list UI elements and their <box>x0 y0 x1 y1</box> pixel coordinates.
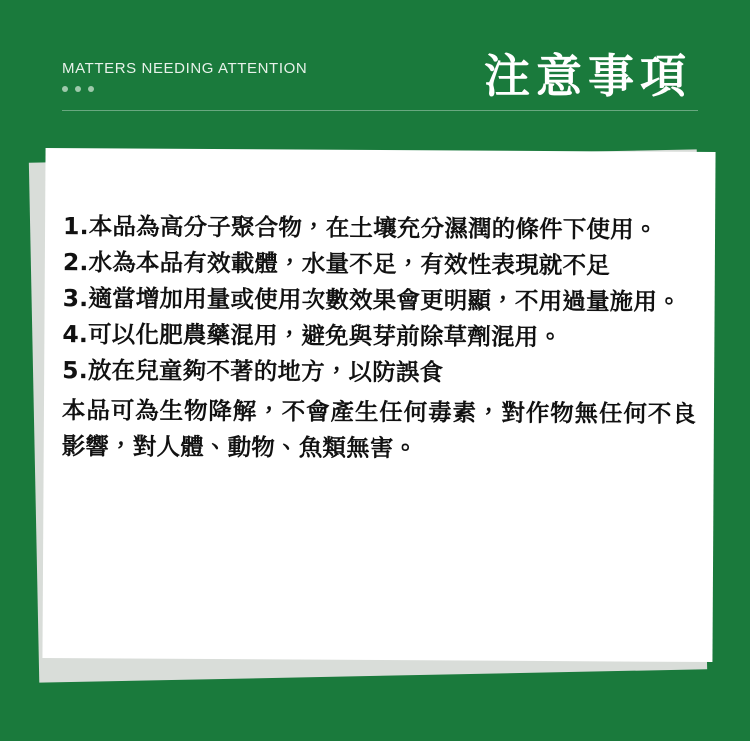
list-item: 3.適當增加用量或使用次數效果會更明顯，不用過量施用。 <box>62 284 681 316</box>
list-item: 1.本品為高分子聚合物，在土壤充分濕潤的條件下使用。 <box>63 212 658 244</box>
header-english-title: MATTERS NEEDING ATTENTION <box>62 60 308 77</box>
header-divider <box>62 110 698 111</box>
header-dots-decoration <box>62 86 94 92</box>
list-item: 2.水為本品有效載體，水量不足，有效性表現就不足 <box>62 248 611 280</box>
dot-icon <box>62 86 68 92</box>
list-item: 4.可以化肥農藥混用，避免與芽前除草劑混用。 <box>62 320 563 352</box>
list-item: 5.放在兒童夠不著的地方，以防誤食 <box>62 356 444 387</box>
poster-header <box>0 0 750 140</box>
notice-card <box>42 148 715 662</box>
header-chinese-title: 注意事項 <box>484 49 692 103</box>
notice-summary-text: 本品可為生物降解，不會產生任何毒素，對作物無任何不良影響，對人體、動物、魚類無害。 <box>61 396 697 463</box>
dot-icon <box>88 86 94 92</box>
notice-card-content <box>42 148 715 662</box>
dot-icon <box>75 86 81 92</box>
